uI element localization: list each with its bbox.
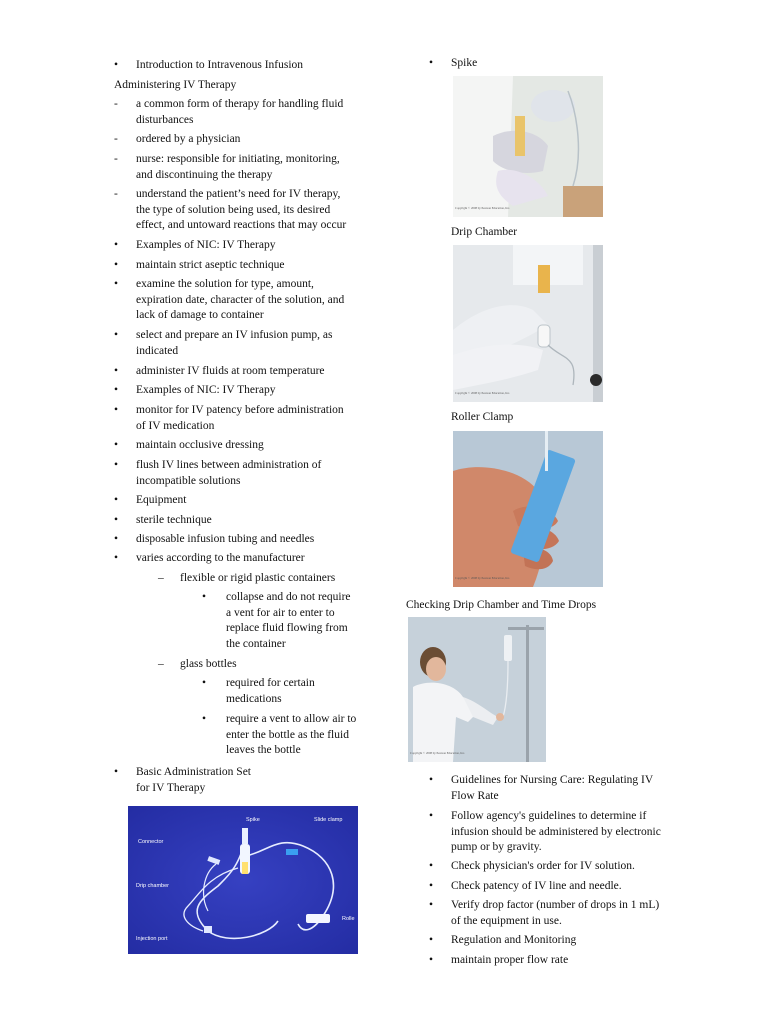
list-item-text: a common form of therapy for handling fluid disturbances [136, 98, 344, 126]
label-spike: Spike [246, 817, 260, 823]
list-item-text: Basic Administration Set for IV Therapy [136, 766, 251, 794]
list-item-text: Examples of NIC: IV Therapy [136, 384, 276, 396]
list-item [114, 458, 321, 489]
label-slide-clamp: Slide clamp [314, 817, 343, 823]
list-item-text: maintain proper flow rate [451, 954, 569, 966]
list-item-text: varies according to the manufacturer [136, 552, 305, 564]
bullet-marker: • [114, 552, 119, 564]
photo-credit: Copyright © 2008 by Pearson Education, Inc. [455, 575, 510, 580]
list-item-text: nurse: responsible for initiating, monitoring, and discontinuing the therapy [136, 153, 340, 181]
bullet-marker: • [429, 934, 434, 946]
list-item [114, 493, 186, 509]
list-item [114, 383, 275, 399]
list-item-text: Check patency of IV line and needle. [451, 880, 622, 892]
list-item [429, 56, 477, 72]
list-item [114, 438, 264, 454]
list-item-text: monitor for IV patency before administration of IV medication [136, 404, 344, 432]
list-item-text: Verify drop factor (number of drops in 1 mL) of the equipment in use. [451, 899, 660, 927]
bullet-marker: • [429, 899, 434, 911]
bullet-marker: • [429, 860, 434, 872]
list-item [114, 58, 303, 74]
list-item-text: examine the solution for type, amount, expiration date, character of the solution, and lack of damage to container [136, 278, 345, 321]
bullet-marker: • [202, 713, 207, 725]
dash-marker: - [114, 188, 118, 200]
list-item-text: select and prepare an IV infusion pump, as indicated [136, 329, 333, 357]
roller-clamp-photo [453, 431, 603, 587]
list-item [114, 258, 285, 274]
sub-list-item [158, 571, 335, 587]
en-dash-marker: – [158, 658, 164, 670]
bullet-marker: • [202, 677, 207, 689]
section-heading [114, 78, 236, 94]
list-item-text: Regulation and Monitoring [451, 934, 577, 946]
bullet-marker: • [114, 365, 119, 377]
bullet-marker: • [114, 439, 119, 451]
list-item-text: maintain strict aseptic technique [136, 259, 285, 271]
list-item-text: flush IV lines between administration of incompatible solutions [136, 459, 322, 487]
bullet-marker: • [114, 59, 119, 71]
list-item [114, 328, 333, 359]
photo-credit: Copyright © 2008 by Pearson Education, Inc. [455, 205, 510, 210]
dash-marker: - [114, 153, 118, 165]
list-item [429, 773, 653, 804]
list-item [429, 859, 635, 875]
checking-title: Checking Drip Chamber and Time Drops [406, 599, 597, 611]
bullet-marker: • [114, 259, 119, 271]
list-item [429, 879, 622, 895]
dash-marker: - [114, 133, 118, 145]
bullet-marker: • [114, 404, 119, 416]
checking-drip-photo [408, 617, 546, 762]
list-item-text: Follow agency's guidelines to determine if infusion should be administered by electronic pump or by gravity. [451, 810, 661, 853]
bullet-marker: • [114, 533, 119, 545]
label-roller: Rolle [342, 916, 355, 922]
list-item-text: Examples of NIC: IV Therapy [136, 239, 276, 251]
bullet-marker: • [429, 774, 434, 786]
list-item-text: Check physician's order for IV solution. [451, 860, 635, 872]
dash-marker: - [114, 98, 118, 110]
bullet-marker: • [114, 239, 119, 251]
list-item [114, 551, 305, 567]
list-item-text: require a vent to allow air to enter the bottle as the fluid leaves the bottle [226, 713, 357, 756]
list-item-text: ordered by a physician [136, 133, 241, 145]
bullet-marker: • [429, 57, 434, 69]
list-item-text: understand the patient’s need for IV therapy, the type of solution being used, its desired effect, and untoward reactions that may occur [136, 188, 347, 231]
list-item [429, 953, 568, 969]
list-item-text: Spike [451, 57, 478, 69]
photo-credit: Copyright © 2008 by Pearson Education, Inc. [410, 750, 465, 755]
list-item [114, 403, 344, 434]
list-item-text: maintain occlusive dressing [136, 439, 264, 451]
sub-sub-list-item [202, 676, 315, 707]
bullet-marker: • [114, 514, 119, 526]
roller-clamp-title: Roller Clamp [451, 411, 514, 423]
list-item [114, 364, 325, 380]
list-item-text: required for certain medications [226, 677, 315, 705]
administration-set-image [128, 806, 358, 954]
list-item [114, 238, 275, 254]
list-item-text: disposable infusion tubing and needles [136, 533, 315, 545]
list-item-text: glass bottles [180, 658, 237, 670]
label-connector: Connector [138, 839, 164, 845]
bullet-marker: • [114, 384, 119, 396]
list-item [114, 152, 340, 183]
bullet-marker: • [429, 954, 434, 966]
bullet-marker: • [114, 329, 119, 341]
spike-photo [453, 76, 603, 217]
list-item-text: sterile technique [136, 514, 212, 526]
section-heading-text: Administering IV Therapy [114, 79, 237, 91]
list-item-text: Introduction to Intravenous Infusion [136, 59, 304, 71]
label-drip-chamber: Drip chamber [136, 883, 170, 889]
drip-chamber-title: Drip Chamber [451, 226, 518, 238]
sub-sub-list-item [202, 590, 351, 652]
list-item-text: administer IV fluids at room temperature [136, 365, 325, 377]
list-item [114, 97, 343, 128]
list-item-text: Guidelines for Nursing Care: Regulating IV Flow Rate [451, 774, 654, 802]
bullet-marker: • [114, 494, 119, 506]
list-item [429, 898, 659, 929]
drip-chamber-photo [453, 245, 603, 402]
list-item [429, 809, 661, 856]
list-item [114, 187, 346, 234]
list-item [114, 132, 240, 148]
sub-list-item [158, 657, 237, 673]
list-item-text: flexible or rigid plastic containers [180, 572, 336, 584]
list-item [114, 513, 212, 529]
list-item [114, 532, 314, 548]
bullet-marker: • [429, 810, 434, 822]
bullet-marker: • [114, 766, 119, 778]
list-item-text: Equipment [136, 494, 187, 506]
bullet-marker: • [114, 459, 119, 471]
list-item-text: collapse and do not require a vent for air to enter to replace fluid flowing from the container [226, 591, 351, 650]
list-item [114, 277, 344, 324]
sub-sub-list-item [202, 712, 356, 759]
bullet-marker: • [429, 880, 434, 892]
photo-credit: Copyright © 2008 by Pearson Education, Inc. [455, 390, 510, 395]
list-item [429, 933, 576, 949]
bullet-marker: • [114, 278, 119, 290]
bullet-marker: • [202, 591, 207, 603]
list-item [114, 765, 251, 796]
label-injection-port: Injection port [136, 936, 168, 942]
en-dash-marker: – [158, 572, 164, 584]
